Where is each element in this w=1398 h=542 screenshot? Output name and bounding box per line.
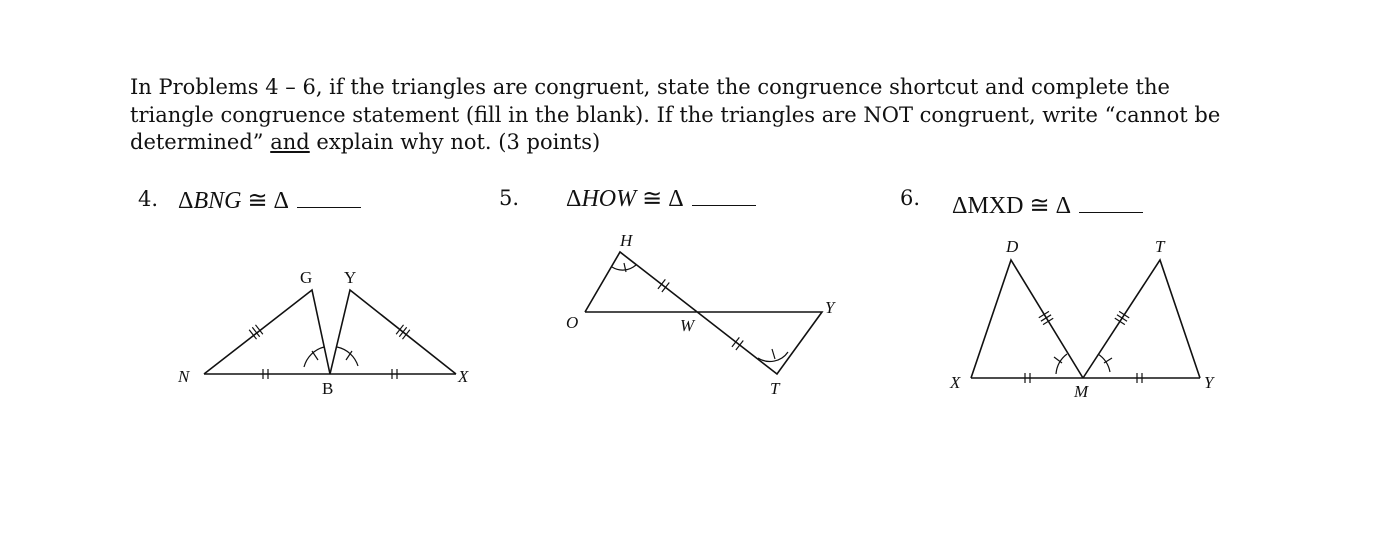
label-T: T — [1155, 237, 1165, 256]
label-Y: Y — [825, 298, 835, 317]
label-D: D — [1006, 237, 1019, 256]
triangle-symbol: Δ — [178, 188, 194, 214]
label-H: H — [620, 231, 633, 250]
instructions-underlined: and — [270, 130, 310, 154]
triangle-symbol: Δ — [273, 188, 289, 214]
label-X: X — [950, 373, 961, 392]
triangle-symbol: Δ — [566, 186, 582, 212]
label-W: W — [680, 316, 695, 335]
label-Y: Y — [1204, 373, 1214, 392]
label-G: G — [300, 268, 313, 287]
label-N: N — [178, 367, 190, 386]
problem-6-triangle-name: MXD — [967, 193, 1024, 219]
instructions-part2: explain why not. (3 points) — [316, 130, 601, 154]
problem-5-triangle-name: HOW — [581, 186, 637, 212]
label-M: M — [1074, 382, 1089, 401]
triangle-symbol: Δ — [668, 186, 684, 212]
problem-4-triangle-name: BNG — [193, 188, 242, 214]
congruent-symbol: ≅ — [642, 186, 663, 212]
label-X: X — [458, 367, 469, 386]
congruent-symbol: ≅ — [247, 188, 268, 214]
triangle-symbol: Δ — [1055, 193, 1071, 219]
congruent-symbol: ≅ — [1029, 193, 1050, 219]
figure-5 — [566, 231, 836, 398]
instructions-part1: In Problems 4 – 6, if the triangles are congruent, state the congruence shortcut and complete the triangle congruence statement (fill in the blank). If the triangles are NOT congruent, write “cannot be determined” — [130, 75, 1221, 154]
problem-4-number: 4. — [138, 187, 159, 211]
label-Y: Y — [344, 268, 357, 287]
triangle-symbol: Δ — [952, 193, 968, 219]
label-T: T — [770, 379, 780, 398]
figure-4 — [177, 268, 469, 398]
problem-5-number: 5. — [499, 186, 520, 210]
problem-6-number: 6. — [900, 186, 921, 210]
label-O: O — [566, 313, 579, 332]
label-B: B — [322, 379, 334, 398]
figure-6 — [949, 237, 1215, 401]
